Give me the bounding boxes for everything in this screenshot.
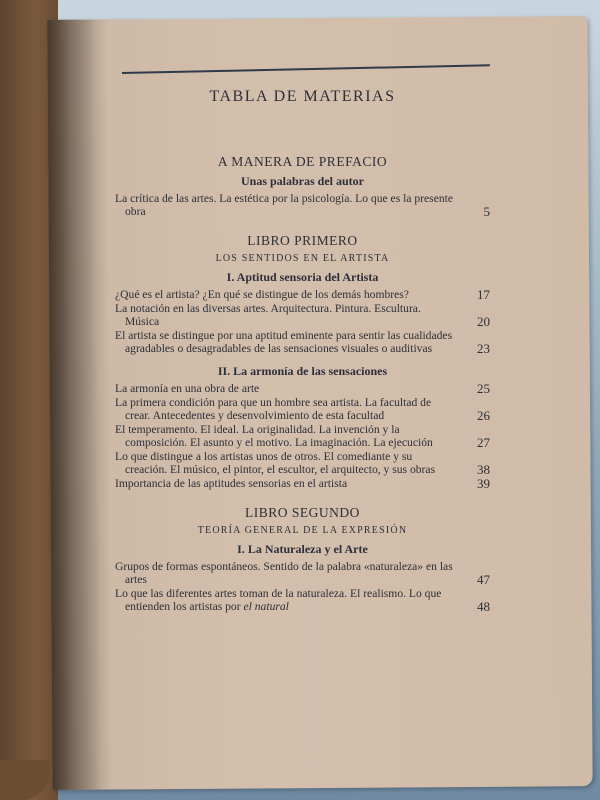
toc-entry[interactable]	[115, 477, 490, 490]
entry-page: 5	[483, 204, 490, 219]
entry-text: El artista se distingue por una aptitud eminente para sentir las cualidades agradables o desagradables de las sensaciones visuales o auditivas	[115, 329, 453, 355]
entry-text-main: Lo que las diferentes artes toman de la naturaleza. El realismo. Lo que entienden los artistas por	[115, 587, 442, 613]
entry-text: La primera condición para que un hombre sea artista. La facultad de crear. Antecedentes y desenvolvimiento de esta facultad	[115, 396, 432, 422]
toc-entry[interactable]	[115, 302, 490, 328]
entry-page: 20	[477, 314, 490, 329]
section-subheading: LOS SENTIDOS EN EL ARTISTA	[215, 253, 390, 264]
gutter-shadow	[47, 19, 112, 789]
chapter-title: II. La armonía de las sensaciones	[217, 364, 388, 378]
entry-text: La armonía en una obra de arte	[115, 382, 260, 395]
entry-text: La notación en las diversas artes. Arquitectura. Pintura. Escultura. Música	[115, 302, 421, 328]
section-heading: LIBRO SEGUNDO	[245, 505, 360, 520]
section-heading: LIBRO PRIMERO	[247, 233, 358, 248]
entry-text: ¿Qué es el artista? ¿En qué se distingue de los demás hombres?	[115, 288, 409, 301]
chapter-title: Unas palabras del autor	[240, 174, 365, 188]
entry-page: 26	[477, 408, 490, 423]
table-of-contents	[115, 88, 490, 614]
toc-entry[interactable]	[115, 382, 490, 395]
toc-entry[interactable]	[115, 192, 490, 218]
entry-page: 23	[477, 341, 490, 356]
entry-text: Lo que distingue a los artistas unos de otros. El comediante y su creación. El músico, el pintor, el escultor, el arquitecto, y sus obras	[115, 450, 436, 476]
toc-entry[interactable]	[115, 450, 490, 476]
entry-page: 27	[477, 435, 490, 450]
toc-entry[interactable]	[115, 329, 490, 355]
section-heading: A MANERA DE PREFACIO	[217, 154, 388, 169]
chapter-title: I. Aptitud sensoria del Artista	[226, 270, 379, 284]
toc-entry[interactable]	[115, 288, 490, 301]
toc-entry[interactable]	[115, 423, 490, 449]
toc-entry[interactable]	[115, 560, 490, 586]
chapter-title: I. La Naturaleza y el Arte	[237, 542, 368, 556]
entry-page: 17	[477, 287, 490, 302]
entry-text: La crítica de las artes. La estética por la psicología. Lo que es la presente obra	[115, 192, 454, 218]
page-title: TABLA DE MATERIAS	[209, 88, 396, 105]
section-subheading: TEORÍA GENERAL DE LA EXPRESIÓN	[197, 525, 408, 536]
entry-page: 25	[477, 381, 490, 396]
entry-text	[115, 587, 456, 613]
toc-entry[interactable]	[115, 587, 490, 613]
toc-entry[interactable]	[115, 396, 490, 422]
entry-page: 47	[477, 572, 490, 587]
entry-page: 39	[477, 476, 490, 491]
entry-text: Grupos de formas espontáneos. Sentido de la palabra «naturaleza» en las artes	[115, 560, 453, 586]
entry-page: 38	[477, 462, 490, 477]
entry-text-italic: el natural	[243, 600, 289, 613]
entry-text: Importancia de las aptitudes sensorias en el artista	[115, 477, 348, 490]
entry-text: El temperamento. El ideal. La originalidad. La invención y la composición. El asunto y el motivo. La imaginación. La ejecución	[115, 423, 433, 449]
entry-page: 48	[477, 599, 490, 614]
